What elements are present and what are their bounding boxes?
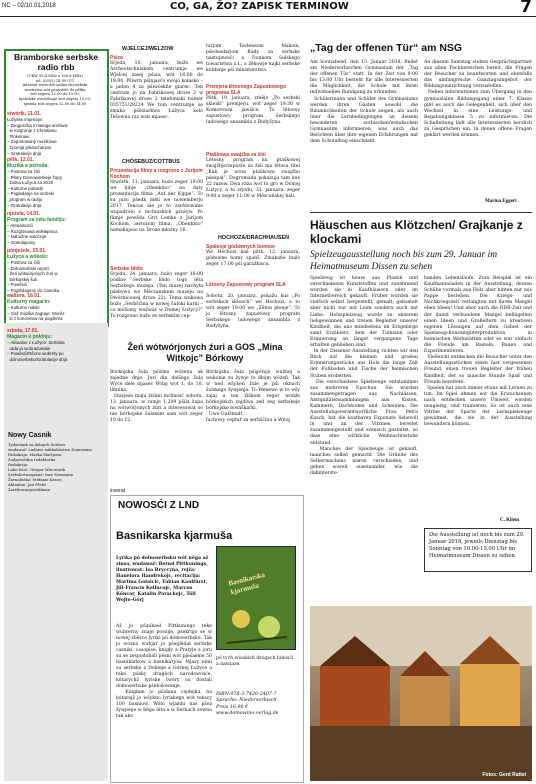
ptaskowa-body: Lětosny program ku ptaškowej swajźbje/zapuste za źiśi ma lětosa titel „Kak je wron ptaškowu swajźbu pśespał”. Dogromadu pokazuju tam kus 22 razow. Dwa raza wot to gro w Dolnej Łužycy, a to srjodu, 31. januara, zeger 9:00 a zeger 11:00 w Měscańskej hali. (206, 158, 302, 199)
radio-items-2: – Postrow za źiśi – Płany Domowinskeje župy Dolna Łužyca za 2018 – Kulturne pokazki – Pogledanje na serbski program w radiju – Gratulacije dnja (7, 169, 62, 208)
radio-day-2: pětk, 12.01. (7, 157, 34, 163)
nowosci-right: pó tych wiaskich drogach lubosći a nawiaze. (216, 656, 295, 667)
radio-day-3: njeźela, 14.01. (7, 211, 41, 217)
spalenje-place: Spalenje gódownych bomow (206, 244, 275, 250)
radio-section-3: Program za cełu familiju: (7, 217, 67, 223)
radio-day-6: srjoda, 17.01. (7, 328, 39, 334)
nowosci-head: NOWOSĆI Z LND (118, 500, 200, 511)
imprint-body: Tydzeńnik za dolnych Serbow wudawaŕ: Ludowe nakładnistwo Domowina Redakcija: Marka Maćijowa Zodpowědna redaktorka Redakcija: Lube hósć: Gregor Wieczorek Serbskočasopisne: Ines Neumann Žurnalistka: Stefanie Krawc Aktualne: Jan Pěchč Zarědowanje/reklama (8, 442, 92, 492)
photo-credit: Fotos: Gerd Rattei (482, 772, 526, 778)
radio-day-5: waltora, 16.01. (7, 293, 42, 299)
exhibition-notice-text: Die Ausstellung ist noch bis zum 29. Januar 2018, jeweils Dienstag bis Sonntag von 10.00-15.00 Uhr im Heimatmuseum Dissen zu sehen. (429, 532, 527, 559)
spalenje-body: We Hochozi ksě pětk, 12. januara, gódowne bomy spališ. Zmakańe bužo zeger 17:00 pśi garažkiscu. (206, 250, 302, 267)
wotw-right: Bórkojska šula pśigótujo wužnej a wukonie zu žywje to dłojm wóżeň. Tak w ned wšyken žule je pśi oknach šulskego žywjenja. To Wenewe w to wšy zajaj a ten źiśkom zeger wódźe bórkojskich zajdiwa zed zeg serbskeje bórkojske bosnškarki. Uwe Gutšmidt, fachowy ceptaŕ za serbšćinu a Witaj (206, 370, 300, 423)
radio-section-4: Łužyca a wókoło: (7, 254, 49, 260)
nowosci-title: Basnikarska kjarmuša (116, 530, 233, 542)
premjera-body: Pětk, 19. januara, změjo „Po serbski skleidi” premjeru, wót zeger 19:30 w Komorowni jawiśce. To lětosny zapustowy program Serbskego ludowego ansambla z Budyšyna. (206, 96, 302, 125)
radio-section-2: Muzika a pśiroda: (7, 163, 49, 169)
exhibition-notice (424, 528, 532, 572)
sla-place: Lětosny Zapustowy program SLA (206, 282, 286, 288)
blido-body: Srjodu, 24. januara, bužo zeger 18:00 pódlne Serbske blido togo lěta Serbskego muzeja. (Ten muzej nachyła pśebywa we Měcsanskem muzeju na Dwórnicowej drozе 22). Tema wukowa bužo „Serbšćina w nowej šuloki karni – co móžomy wužwaś w Dolnej Łužycy?” To rozgrono bužo ze serbskim cep- (110, 272, 205, 319)
ptaskowa-place: Ptaškowa swajźba za źiśi (206, 152, 266, 158)
cottbus-body: Stwórtk, 11. januara, buźo zeger 19:00 we kinje „Obenkino” na daty prezentacija filma „Auf der Kippe”. To su jużo pśedk mėli we nowemberju 2017. Tencas ale jo to zarědowane wupadrolo z techniskich pśiwyw. Po filmje powěda Grit Lemke z Jurijom Kochom, awtorom filma. „Obenkino” namakajoso na Drozе młożny 16. (110, 180, 205, 233)
imprint-box (4, 323, 108, 781)
book-cover-image (216, 546, 296, 650)
page-number: 7 (520, 0, 532, 17)
tag-left: Am Sonnabend, den 13. Januar 2018, findet am Niedersorbischen Gymnasium der „Tag der offenen Tür“ statt. In der Zeit von 9:00 bis 13:00 Uhr besteht für alle Interessierten die Möglichkeit, die Schule mit ihren individuellen Rundgang zu erkunden. Schülerinnen und Schüler des Gymnasiums werden ihren Gästen sowohl die Räumlichkeiten der Schule zeigen, als auch über die Lernbedingungen an diesem besonderen sorbischen/wendischen Gymnasium informieren, was auch das Berichten über ihre eigenen Erfahrungen mit dem Schulalltag einschließt. (310, 60, 419, 145)
welzow-head: WJELCEJ/WELZOW (122, 46, 174, 52)
radio-items-6: – Aktualne z Łužyce: Serbska rada ja wobradowała – Powěsći/Rěcne wobrety po dolnoserbsku/Gratulacije dnja (7, 340, 68, 362)
wotw-left: Bórkojska šula pśiśmo wóżenu ak zajedne dnje. Juri dla dalšego šula Wyce dele mjasec Witaj wot 1. do 10. lětnika. Starjeśe maju źiśimi móžnosć sobotu, 13. januara, w ramje 1.209 pšila župa na wótwórjonych źuri a interesowat so nie bórkojske šulskem sam wót zeger 10 do 12. (110, 370, 203, 423)
radio-title: Bramborske serbske radio rbb (13, 52, 99, 72)
hochoza-head: HOCHOZA/DRACHHAUSEN (218, 235, 289, 241)
imprint-title: Nowy Casnik (8, 432, 52, 439)
radio-items-1: Łužyske impresije: – Drogosćka z nasoga archiwa: w rozgronje z Christianu Pinkelowu – Zapórtowany muzikowe žycenja pśiducharjow – Gratulacije dnja (7, 117, 69, 156)
radio-section-5: Kulturny magacin: (7, 299, 51, 305)
hauschen-author: C. Kliem (500, 518, 520, 523)
toy-blocks-illustration (310, 606, 532, 781)
toy-photo (310, 606, 532, 781)
nowosci-isbn: ISBN:978-3-7420-2407-7 Sprache: Niedersorbisch Preis 16,90 € www.domowina-verlag.de (216, 692, 279, 717)
tag-right: An diesem Samstag stehen Gesprächspartner aus allen Fachbereichen bereit, die Fragen der Besucher zu beantworten und ebenfalls das umfangreiche Ganztagsangebot der Bildungseinrichtung vorzustellen. Neben Informationen zum Übergang in den gymnasialen Bildungsgang einer 7. Klasse gibt es auch die Gelegenheit, sich über den Wechsel in eine Leistungs- und Begabungsklasse 5 zu informieren. Die Schulleitung lädt alle Interessierten herzlich zu Gesprächen ein, in denen offene Fragen geklärt werden können. (424, 60, 533, 139)
cottbus-place: Prezentacija filmy a rozgrono z Jurijom Kochom (110, 168, 203, 180)
radio-day-4: pónjeźele, 15.01. (7, 248, 47, 254)
hauschen-col2: henden Lebensläufe. Zum Beispiel ist ein Kaufmannsladen in der Ausstellung, dessen Schübe vormals aus Holz aber hinten nur aus Pappe bestehen. Die Kriegs- und Nachkriegszeit verlangten mit ihrem Mangel eben Ideen! Und aber auch die DDR-Zeit und der damit verbundene Mangel beflügelten einen Ideen und Großeltern zu kreativen eigenen Lösungen auf dem Gebiet der Spielzeug-Konsumgüterproduktion in heimischen Werkstätten oder es war einfach die Freude am Basteln, Bauen und Experimentieren. Vielleicht entdecken die Besucher unter den Ausstellungsstücken einen fast vergessenen Freund, einen treuen Begleiter der frühen Kindheit, der so manche Stunde Spaß und Freude bereitete. Spielen hat auch immer etwas mit Lernen zu tun. Im Spiel ahmen wir die Erwachsenen nach, entdecken unsere Umwelt, werden neugierig, und trainieren. So ist auch eine Vitrine der Sparte der Lernspielzeuge gewidmet, die sie in der Ausstellung bewundern können. (424, 276, 532, 428)
tag-title: „Tag der offenen Tür“ am NSG (310, 42, 463, 54)
radio-contact: (UKW 93,4 MHz a 100,6 MHz) tel. (0355) 14 99 071 internet www.rbb-online.de/serbski wustrowa wót pónjeźele do pětka wót zegera 12.00 do 13.00; njeźelske wusćełanje wót zegera 19.00; njeźela wót zegera 12.00 do 14.00 (18, 74, 92, 106)
welzow-place: Pśiza (110, 55, 123, 61)
premjera-place: Premjera lětosnego Zapustowego programa SLA (206, 84, 287, 96)
inserat-label: inserat (110, 488, 126, 494)
hauschen-subtitle: Spielzeugausstellung noch bis zum 29. Januar im Heimatmuseum Dissen zu sehen (310, 250, 498, 272)
wotw-title: Žeń wótwórjonych źuri a GOS „Mina Witkojc” Bórkowy (127, 342, 283, 363)
col3-intro: tarjom Tostensom Makom, pśedsedarjom Rady za serbske nastupnosći a člonkom Sulskego towaristwa z.t., a žěkowje kajki serbske kubłanje pśi ministarstwa. (206, 44, 302, 73)
radio-items-5: – Kulturne nołcki – Gaž muzika zagraje: Wurěz- ki z koncertow na pogóleźa (7, 305, 66, 322)
page-header (0, 0, 536, 17)
sla-body: Sobotu, 20. januara, pokažu kus „Po serbskich skleach” we Hochozi, a to wót zeger 18:00 we „Zěton płonje”. To jo lětosny zapustowy program Serbskego ludowego ansambla z Budyšyna. (206, 294, 302, 329)
nowosci-lead: Lyrika pó dolnoserbsku wót něga až zinsa, wudawaŕ: Bernd Pittkunings, ilustrowat: Isa Bryccyna, rejža: Hanelora Handrekojc, recitacija: Martina Golaicic, Fabian Kaulfürst, Jill-Francis Kellucojc, Marcus Kóncar, Katalin Porackojc, Tóll Wojto-Górj (116, 556, 210, 603)
page-title: CO, GA, ŽO? ZAPISK TERMINOW (170, 1, 349, 12)
radio-day-1: stwórtk, 11.01. (7, 111, 42, 117)
radio-items-3: – Aktualnosći – Rozglosowa wokłapnica – Nabožne wacćinje – Gratulajcany (7, 223, 58, 245)
blido-place: Serbske blido (110, 266, 143, 272)
book-cover-title: Basnikarska kjarmuša (227, 570, 266, 597)
nowosci-body: Až jo pśinikaeł Pittkunings teke wubrernу znaje poezije, pśekrujo se w nowej zběrce lyriki pó dolnoserbsku. Tak jo wózna wubjar jo pśeglědał serbske casniki, casopise, knigły a Pratyje a joru su se zespodobali pěsni wót pjeśaeme 50 basnikarkow a basnikarjow. Mjazy nimi su serbske z Dolnejе a Górnej Łužyce a teke pśeky druglich narodowosće, kótarychž lyriske twóry su dostali dolnoserbske pśełožowanje. Knigłam jo pśidana cejdejka, na kótarejž jo wšykno lyriskego wót tekscy 100 basniow. Wóni wjażdu nas pšez žywjenje w běgu lěta a w Serbach zowno tak ako (116, 624, 212, 719)
issue-label: NC – 02/10.01.2018 (2, 3, 56, 9)
tag-author: Marina Eggert (485, 199, 517, 204)
hauschen-col1: Spielzeug ist heute aus Plastik und verschiedenen Kunststoffen und zunehmend wurden sie in Kaufhäusern oder im Internetbereich gekauft. Früher wurden sie vielfach selbst hergestellt, gemalt, gebastelt aber nicht nur mit Leim sondern auch mit Liebe. Holzspielzeug wurde zu unserem liebgewonnen und treuen Begleiter unserer Kindheit, die uns mindestens im Erzgebirge samt Erzählers, dem der Tulmann oder Erinnerung an längst vergangene Tage erhalten geblieben sind. In der Dissener Ausstellung richten wir den Blick auf die kleinen und großen Erinnerungsstücke aus Holz die lange Zeit der Fußboden und Tische der heimischen Stuben eroberten. Die verschiedene Spielzeuge entstammen aus mehreren Epochen. Sie wurden zusammengetragen aus Nachlässen, Antiquitätensammlungen aus Kisten, Kammern, Dachboden und Scheunen. Die Ausstellungsverantwortliche Frau Petra Kusch, hat die kostbaren Exponate liebevoll in und an der Vitrinen bereitet zusammengestellt und szenisch gestaltet, so dass eine wirkliche Weihnachtsstube entstand. Manches der Spielzeuge ist gekauft, manches selbst gemacht. Die Gründe des Selbermachens waren verschieden, und geben soweit auseinander, wie die dahinterste- (310, 276, 419, 476)
radio-section-6: Magacin k połdnju: (7, 334, 53, 340)
welzow-body: Srjoda, 10. januara, bužo we Archeotechniskem centrumje we Wjelcej zasej pśiza, wót 16:00 do 18:00. Pšiwrn pśinjasćo swójo kołasko – a jaden 4 za pśiwóskńe giarnc. Ten centrum jo na Fabrikowej drozе 2 w Fabrikowej drozе 2 telefoniski numer 035751/28224 We tom centrumje se zmaka pśěziarkwa Łužyca kelo Tešowna raz wob mjasec. (110, 61, 205, 120)
radio-items-4: – Postrow za źiśi – Dolnoserbski report: Žeń wótwórjonych źuri w bórkojskej šuli – Powěsći – Poglědajomy do Casnika (7, 260, 60, 293)
cottbus-head: CHÓSEBUZ/COTTBUS (122, 159, 180, 165)
divider (310, 212, 532, 213)
book-illustration (217, 547, 295, 649)
hauschen-title: Häuschen aus Klötzchen/ Grajkanje z klockami (310, 218, 523, 246)
